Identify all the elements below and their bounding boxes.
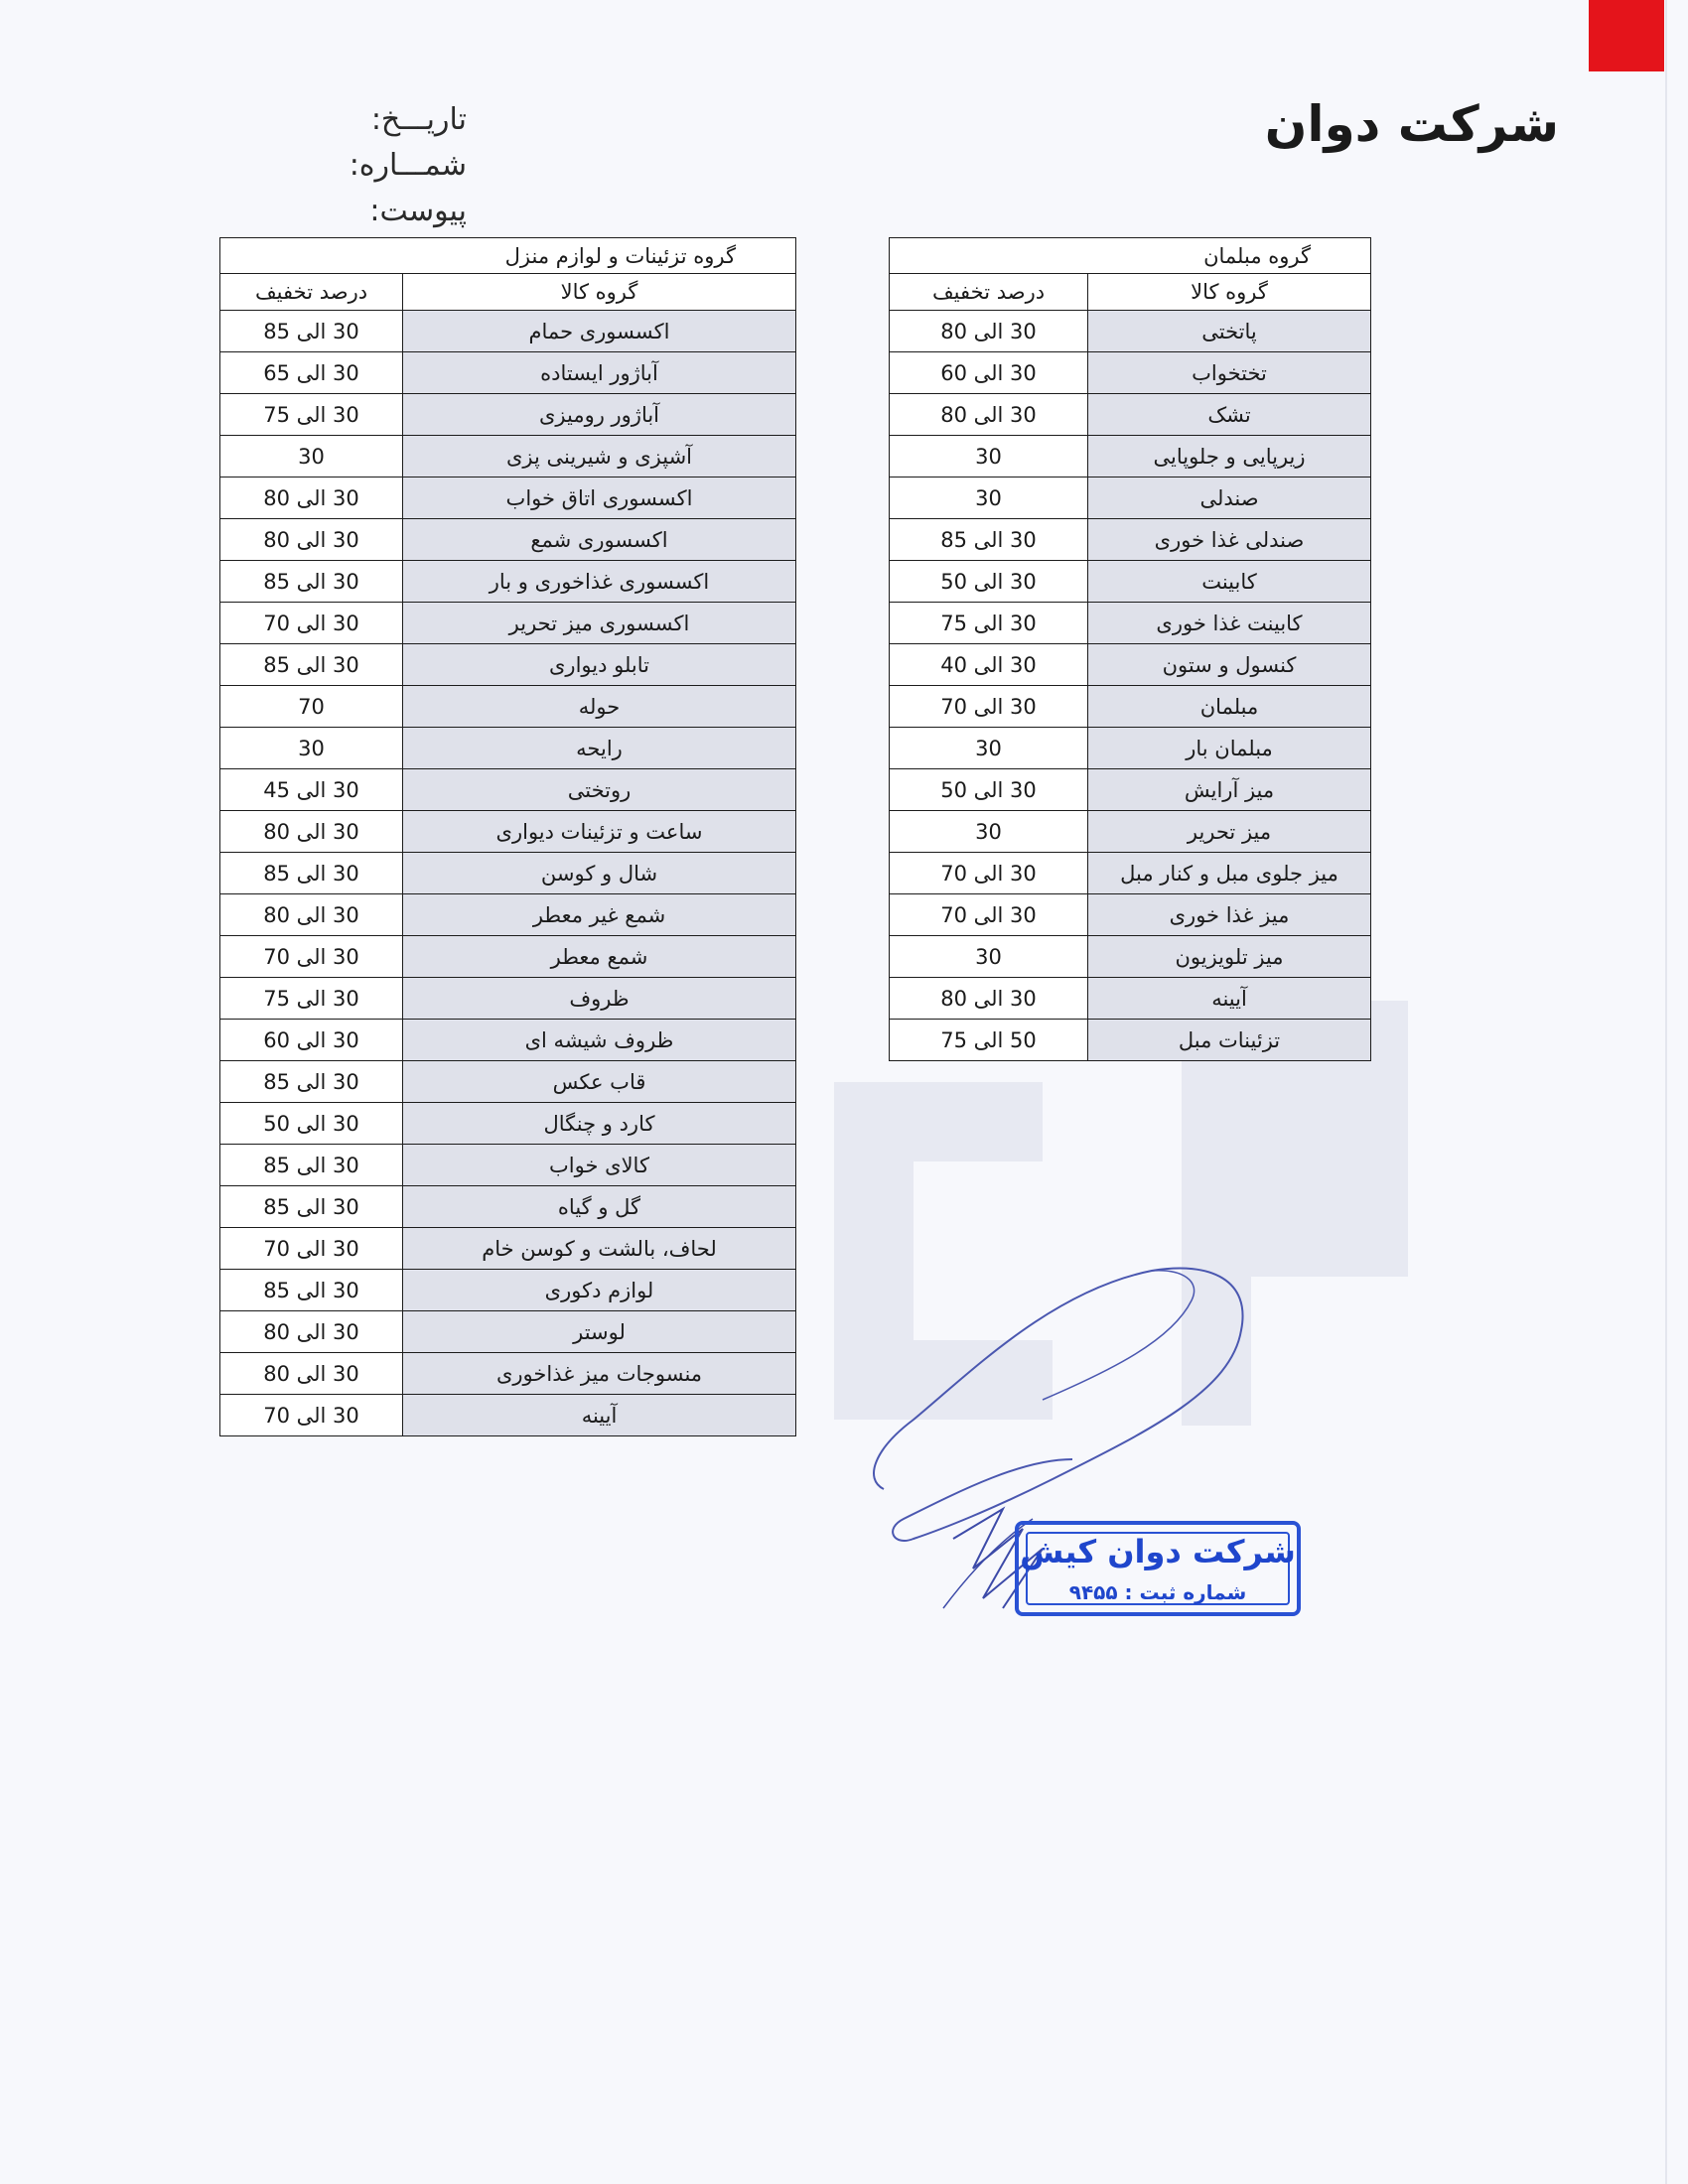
furniture-discount-cell: 30 الی 70 <box>890 853 1088 894</box>
furniture-table-row <box>890 1020 1371 1061</box>
furniture-discount-cell: 30 الی 50 <box>890 561 1088 603</box>
decor-discount-cell: 30 الی 75 <box>220 978 403 1020</box>
furniture-item-cell: کنسول و ستون <box>1088 644 1371 686</box>
decor-discount-cell: 30 الی 85 <box>220 644 403 686</box>
furniture-item-cell: صندلی غذا خوری <box>1088 519 1371 561</box>
furniture-item-cell: میز غذا خوری <box>1088 894 1371 936</box>
company-stamp <box>1015 1521 1301 1616</box>
decor-discount-cell: 70 <box>220 686 403 728</box>
decor-table-row <box>220 811 796 853</box>
decor-table-row <box>220 1103 796 1145</box>
furniture-table-row <box>890 561 1371 603</box>
decor-discount-cell: 30 الی 85 <box>220 311 403 352</box>
decor-item-cell: گل و گیاه <box>403 1186 796 1228</box>
decor-table-row <box>220 894 796 936</box>
furniture-discount-cell: 30 الی 85 <box>890 519 1088 561</box>
stamp-company-name: شرکت دوان کیش <box>1020 1533 1296 1570</box>
decor-table-row <box>220 561 796 603</box>
furniture-table-row <box>890 352 1371 394</box>
furniture-table-row <box>890 728 1371 769</box>
decor-discount-cell: 30 <box>220 728 403 769</box>
furniture-table-body <box>890 311 1371 1061</box>
furniture-discount-cell: 30 <box>890 936 1088 978</box>
furniture-table-row <box>890 311 1371 352</box>
decor-item-cell: آشپزی و شیرینی پزی <box>403 436 796 478</box>
decor-table-row <box>220 1353 796 1395</box>
date-label: تاریـــخ: <box>370 102 467 137</box>
decor-discount-cell: 30 الی 70 <box>220 936 403 978</box>
furniture-item-cell: پاتختی <box>1088 311 1371 352</box>
decor-discount-cell: 30 الی 80 <box>220 478 403 519</box>
decor-item-cell: لحاف، بالشت و کوسن خام <box>403 1228 796 1270</box>
decor-discount-cell: 30 الی 85 <box>220 561 403 603</box>
decor-item-cell: کالای خواب <box>403 1145 796 1186</box>
furniture-table-row <box>890 894 1371 936</box>
decor-discount-cell: 30 <box>220 436 403 478</box>
number-label: شمـــاره: <box>349 148 467 183</box>
furniture-table-row <box>890 811 1371 853</box>
decor-item-cell: قاب عکس <box>403 1061 796 1103</box>
decor-table-row <box>220 644 796 686</box>
furniture-discount-cell: 30 الی 80 <box>890 394 1088 436</box>
decor-table-title: گروه تزئینات و لوازم منزل <box>220 238 796 274</box>
decor-discount-cell: 30 الی 80 <box>220 1353 403 1395</box>
decor-discount-cell: 30 الی 50 <box>220 1103 403 1145</box>
furniture-discount-cell: 30 <box>890 811 1088 853</box>
furniture-discount-cell: 30 الی 50 <box>890 769 1088 811</box>
decor-item-cell: حوله <box>403 686 796 728</box>
furniture-table-row <box>890 519 1371 561</box>
decor-item-cell: لوستر <box>403 1311 796 1353</box>
decor-table-row <box>220 436 796 478</box>
furniture-table-row <box>890 936 1371 978</box>
decor-table-row <box>220 1228 796 1270</box>
page-edge <box>1665 0 1667 2184</box>
decor-col-discount-header: درصد تخفیف <box>220 274 403 311</box>
decor-discount-table <box>219 237 796 1436</box>
decor-discount-cell: 30 الی 70 <box>220 603 403 644</box>
furniture-table-row <box>890 644 1371 686</box>
decor-table-row <box>220 478 796 519</box>
decor-item-cell: کارد و چنگال <box>403 1103 796 1145</box>
decor-table-row <box>220 519 796 561</box>
decor-item-cell: ظروف <box>403 978 796 1020</box>
furniture-table-row <box>890 394 1371 436</box>
decor-table-row <box>220 311 796 352</box>
decor-item-cell: شمع معطر <box>403 936 796 978</box>
decor-item-cell: رایحه <box>403 728 796 769</box>
decor-item-cell: آباژور رومیزی <box>403 394 796 436</box>
decor-discount-cell: 30 الی 85 <box>220 1270 403 1311</box>
furniture-table-row <box>890 603 1371 644</box>
attachment-label: پیوست: <box>369 194 467 228</box>
decor-discount-cell: 30 الی 65 <box>220 352 403 394</box>
decor-item-cell: اکسسوری اتاق خواب <box>403 478 796 519</box>
furniture-discount-cell: 50 الی 75 <box>890 1020 1088 1061</box>
decor-table-row <box>220 1061 796 1103</box>
furniture-col-discount-header: درصد تخفیف <box>890 274 1088 311</box>
furniture-item-cell: تختخواب <box>1088 352 1371 394</box>
decor-table-row <box>220 936 796 978</box>
decor-discount-cell: 30 الی 75 <box>220 394 403 436</box>
furniture-item-cell: میز تلویزیون <box>1088 936 1371 978</box>
decor-table-row <box>220 978 796 1020</box>
decor-table-row <box>220 728 796 769</box>
decor-item-cell: شمع غیر معطر <box>403 894 796 936</box>
decor-table-row <box>220 769 796 811</box>
decor-col-item-header: گروه کالا <box>403 274 796 311</box>
decor-item-cell: ظروف شیشه ای <box>403 1020 796 1061</box>
furniture-table-title: گروه مبلمان <box>890 238 1371 274</box>
decor-discount-cell: 30 الی 70 <box>220 1228 403 1270</box>
furniture-table-row <box>890 478 1371 519</box>
furniture-table-row <box>890 853 1371 894</box>
furniture-item-cell: تشک <box>1088 394 1371 436</box>
company-title: شرکت دوان <box>1264 95 1559 153</box>
furniture-discount-table <box>889 237 1371 1061</box>
decor-item-cell: لوازم دکوری <box>403 1270 796 1311</box>
furniture-col-item-header: گروه کالا <box>1088 274 1371 311</box>
decor-table-row <box>220 1311 796 1353</box>
furniture-table-row <box>890 436 1371 478</box>
furniture-discount-cell: 30 <box>890 728 1088 769</box>
decor-item-cell: اکسسوری حمام <box>403 311 796 352</box>
decor-item-cell: ساعت و تزئینات دیواری <box>403 811 796 853</box>
decor-discount-cell: 30 الی 85 <box>220 1186 403 1228</box>
furniture-item-cell: میز جلوی مبل و کنار مبل <box>1088 853 1371 894</box>
furniture-item-cell: زیرپایی و جلوپایی <box>1088 436 1371 478</box>
decor-item-cell: تابلو دیواری <box>403 644 796 686</box>
decor-item-cell: آباژور ایستاده <box>403 352 796 394</box>
furniture-item-cell: آیینه <box>1088 978 1371 1020</box>
decor-discount-cell: 30 الی 80 <box>220 519 403 561</box>
decor-table-body <box>220 311 796 1436</box>
decor-item-cell: منسوجات میز غذاخوری <box>403 1353 796 1395</box>
furniture-item-cell: میز آرایش <box>1088 769 1371 811</box>
furniture-discount-cell: 30 الی 70 <box>890 894 1088 936</box>
decor-discount-cell: 30 الی 70 <box>220 1395 403 1436</box>
furniture-table-row <box>890 769 1371 811</box>
furniture-discount-cell: 30 الی 40 <box>890 644 1088 686</box>
decor-table-row <box>220 1270 796 1311</box>
decor-item-cell: آیینه <box>403 1395 796 1436</box>
decor-discount-cell: 30 الی 80 <box>220 1311 403 1353</box>
decor-item-cell: اکسسوری شمع <box>403 519 796 561</box>
decor-table-row <box>220 853 796 894</box>
decor-discount-cell: 30 الی 80 <box>220 894 403 936</box>
furniture-discount-cell: 30 الی 80 <box>890 978 1088 1020</box>
furniture-discount-cell: 30 <box>890 478 1088 519</box>
stamp-registration-number: شماره ثبت : ۹۴۵۵ <box>1068 1580 1247 1604</box>
decor-table-row <box>220 1186 796 1228</box>
furniture-item-cell: صندلی <box>1088 478 1371 519</box>
furniture-discount-cell: 30 الی 75 <box>890 603 1088 644</box>
furniture-discount-cell: 30 الی 70 <box>890 686 1088 728</box>
brand-corner-mark <box>1589 0 1664 71</box>
decor-discount-cell: 30 الی 80 <box>220 811 403 853</box>
furniture-item-cell: مبلمان <box>1088 686 1371 728</box>
decor-table-row <box>220 1395 796 1436</box>
decor-item-cell: شال و کوسن <box>403 853 796 894</box>
decor-discount-cell: 30 الی 85 <box>220 853 403 894</box>
furniture-item-cell: میز تحریر <box>1088 811 1371 853</box>
furniture-item-cell: تزئینات مبل <box>1088 1020 1371 1061</box>
decor-item-cell: اکسسوری میز تحریر <box>403 603 796 644</box>
decor-table-row <box>220 1020 796 1061</box>
furniture-discount-cell: 30 <box>890 436 1088 478</box>
decor-item-cell: روتختی <box>403 769 796 811</box>
furniture-item-cell: کابینت غذا خوری <box>1088 603 1371 644</box>
decor-table-row <box>220 1145 796 1186</box>
decor-table-row <box>220 394 796 436</box>
furniture-discount-cell: 30 الی 80 <box>890 311 1088 352</box>
furniture-table-row <box>890 686 1371 728</box>
decor-discount-cell: 30 الی 85 <box>220 1061 403 1103</box>
decor-discount-cell: 30 الی 85 <box>220 1145 403 1186</box>
furniture-discount-cell: 30 الی 60 <box>890 352 1088 394</box>
furniture-item-cell: کابینت <box>1088 561 1371 603</box>
decor-item-cell: اکسسوری غذاخوری و بار <box>403 561 796 603</box>
decor-table-row <box>220 352 796 394</box>
decor-discount-cell: 30 الی 45 <box>220 769 403 811</box>
decor-discount-cell: 30 الی 60 <box>220 1020 403 1061</box>
decor-table-row <box>220 603 796 644</box>
decor-table-row <box>220 686 796 728</box>
furniture-table-row <box>890 978 1371 1020</box>
furniture-item-cell: مبلمان بار <box>1088 728 1371 769</box>
